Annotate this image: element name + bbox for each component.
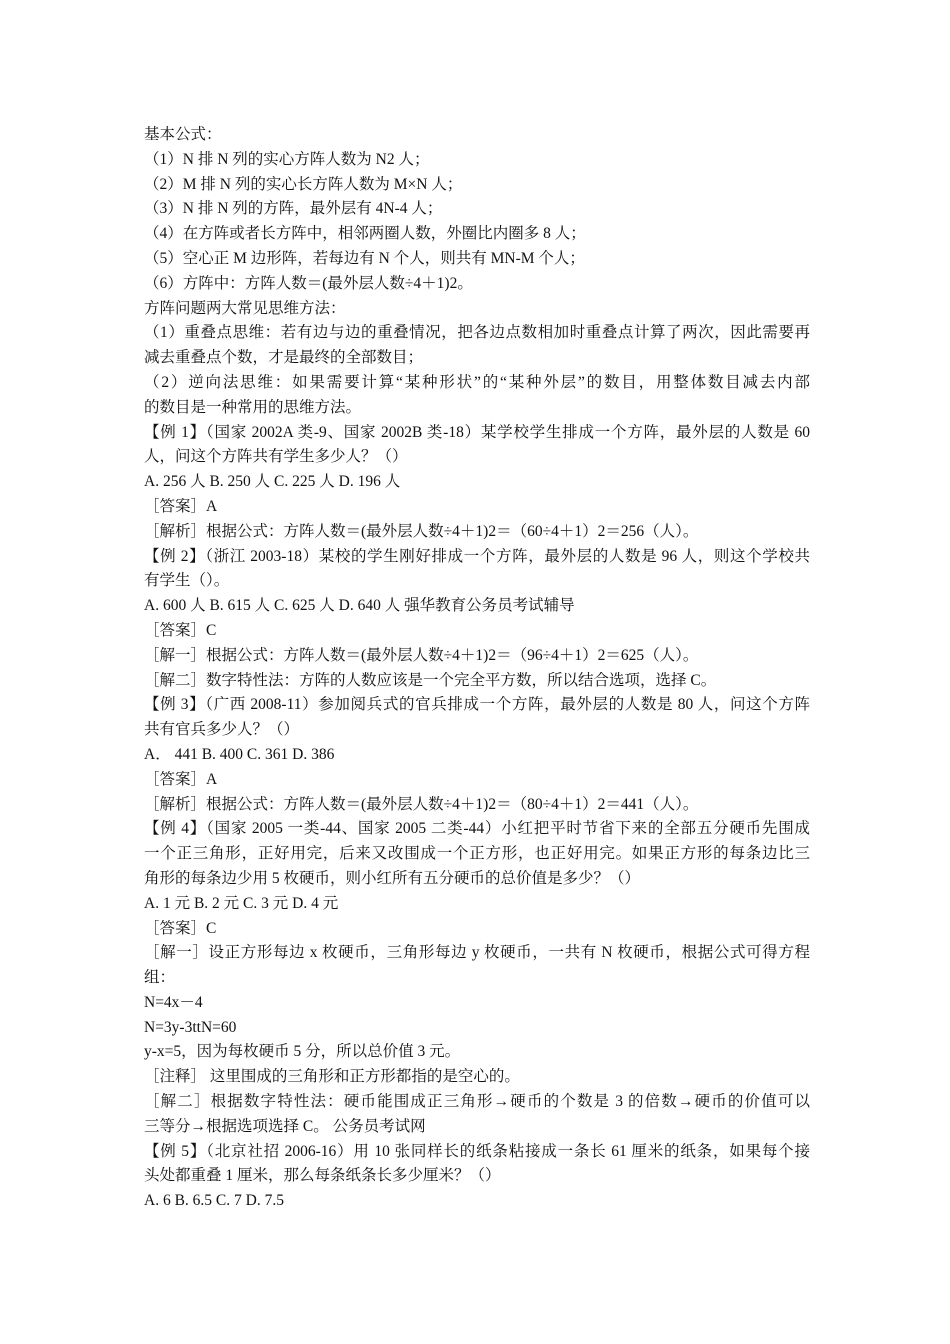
section-heading-thinking-methods: 方阵问题两大常见思维方法： xyxy=(144,299,346,317)
example-1-analysis: ［解析］根据公式：方阵人数＝(最外层人数÷4＋1)2＝（60÷4＋1）2＝256（人）。 xyxy=(144,522,699,540)
method-2-line-1: （2）逆向法思维：如果需要计算“某种形状”的“某种外层”的数目，用整体数目减去内部 xyxy=(144,373,810,391)
example-4-question-line-3: 角形的每条边少用 5 枚硬币，则小红所有五分硬币的总价值是多少？（） xyxy=(144,869,641,887)
section-heading-basic-formulas: 基本公式： xyxy=(144,126,222,143)
example-2-solution-2: ［解二］数字特性法：方阵的人数应该是一个完全平方数，所以结合选项，选择 C。 xyxy=(144,671,717,689)
example-5-question-line-2: 头处都重叠 1 厘米，那么每条纸条长多少厘米？（） xyxy=(144,1167,501,1185)
example-4-question-line-1: 【例 4】（国家 2005 一类-44、国家 2005 二类-44）小红把平时节省下来的全部五分硬币先围成 xyxy=(144,820,810,838)
example-4-question-line-2: 一个正三角形，正好用完，后来又改围成一个正方形，也正好用完。如果正方形的每条边比三 xyxy=(144,845,810,863)
example-4-equation-3: y-x=5，因为每枚硬币 5 分，所以总价值 3 元。 xyxy=(144,1043,461,1061)
example-3-analysis: ［解析］根据公式：方阵人数＝(最外层人数÷4＋1)2＝（80÷4＋1）2＝441（人）。 xyxy=(144,795,699,813)
example-3-question-line-1: 【例 3】（广西 2008-11）参加阅兵式的官兵排成一个方阵，最外层的人数是 80 人，问这个方阵 xyxy=(144,696,810,714)
method-1-line-1: （1）重叠点思维：若有边与边的重叠情况，把各边点数相加时重叠点计算了两次，因此需要再 xyxy=(144,324,810,342)
example-1-question-line-1: 【例 1】（国家 2002A 类-9、国家 2002B 类-18）某学校学生排成一个方阵，最外层的人数是 60 xyxy=(144,423,810,441)
example-4-solution-1-line-2: 组： xyxy=(144,969,176,987)
formula-item-5: （5）空心正 M 边形阵，若每边有 N 个人，则共有 MN-M 个人； xyxy=(144,249,585,267)
example-4-options: A. 1 元 B. 2 元 C. 3 元 D. 4 元 xyxy=(144,894,339,912)
example-1-options: A. 256 人 B. 250 人 C. 225 人 D. 196 人 xyxy=(144,473,401,491)
example-1-question-line-2: 人，问这个方阵共有学生多少人？（） xyxy=(144,448,408,466)
example-3-answer: ［答案］A xyxy=(144,770,218,788)
example-3-options: A． 441 B. 400 C. 361 D. 386 xyxy=(144,745,335,763)
example-1-answer: ［答案］A xyxy=(144,497,218,515)
example-2-answer: ［答案］C xyxy=(144,621,217,639)
example-5-question-line-1: 【例 5】（北京社招 2006-16）用 10 张同样长的纸条粘接成一条长 61 厘米的纸条，如果每个接 xyxy=(144,1142,810,1160)
example-4-equation-2: N=3y-3ttN=60 xyxy=(144,1018,237,1036)
example-2-question-line-1: 【例 2】（浙江 2003-18）某校的学生刚好排成一个方阵，最外层的人数是 96 人，则这个学校共 xyxy=(144,547,810,565)
formula-item-4: （4）在方阵或者长方阵中，相邻两圈人数，外圈比内圈多 8 人； xyxy=(144,225,586,243)
example-2-options: A. 600 人 B. 615 人 C. 625 人 D. 640 人 强华教育公务员考试辅导 xyxy=(144,597,575,615)
example-3-question-line-2: 共有官兵多少人？（） xyxy=(144,721,300,739)
method-1-line-2: 减去重叠点个数，才是最终的全部数目； xyxy=(144,349,424,367)
example-4-solution-2-line-2: 三等分→根据选项选择 C。 公务员考试网 xyxy=(144,1117,426,1135)
example-4-answer: ［答案］C xyxy=(144,919,217,937)
formula-item-1: （1）N 排 N 列的实心方阵人数为 N2 人； xyxy=(144,150,430,168)
example-2-solution-1: ［解一］根据公式：方阵人数＝(最外层人数÷4＋1)2＝（96÷4＋1）2＝625（人）。 xyxy=(144,646,699,664)
formula-item-6: （6）方阵中：方阵人数＝(最外层人数÷4＋1)2。 xyxy=(144,274,473,292)
example-4-equation-1: N=4x－4 xyxy=(144,993,203,1011)
method-2-line-2: 的数目是一种常用的思维方法。 xyxy=(144,398,362,416)
example-5-options: A. 6 B. 6.5 C. 7 D. 7.5 xyxy=(144,1192,284,1210)
document-body xyxy=(144,123,810,1214)
example-4-note: ［注释］ 这里围成的三角形和正方形都指的是空心的。 xyxy=(144,1068,520,1086)
formula-item-2: （2）M 排 N 列的实心长方阵人数为 M×N 人； xyxy=(144,175,463,193)
formula-item-3: （3）N 排 N 列的方阵，最外层有 4N-4 人； xyxy=(144,200,443,218)
example-4-solution-1-line-1: ［解一］设正方形每边 x 枚硬币，三角形每边 y 枚硬币，一共有 N 枚硬币，根据公式可得方程 xyxy=(144,944,810,962)
example-4-solution-2-line-1: ［解二］根据数字特性法：硬币能围成正三角形→硬币的个数是 3 的倍数→硬币的价值可以 xyxy=(144,1093,810,1111)
example-2-question-line-2: 有学生（）。 xyxy=(144,572,230,590)
